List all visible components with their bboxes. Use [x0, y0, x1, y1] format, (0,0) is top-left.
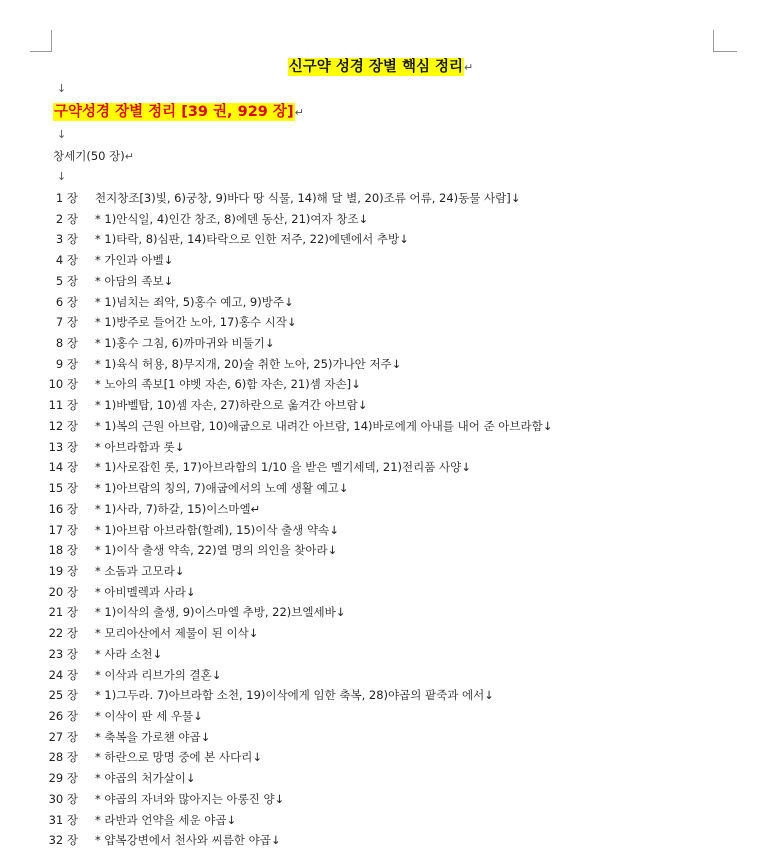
- chapter-summary: * 1)넘치는 죄악, 5)홍수 예고, 9)방주↓: [95, 294, 294, 309]
- document-title: [0, 55, 761, 76]
- line-break-mark: ↓: [57, 170, 67, 183]
- chapter-number: 13 장: [48, 439, 78, 454]
- crop-mark-top-left: [51, 30, 52, 52]
- chapter-row: [0, 832, 761, 853]
- chapter-number: 5 장: [55, 273, 78, 288]
- chapter-number: 16 장: [48, 501, 78, 516]
- chapter-summary: * 사라 소천↓: [95, 646, 163, 661]
- book-heading-text: 창세기(50 장): [53, 149, 125, 163]
- chapter-summary: * 1)복의 근원 아브람, 10)애굽으로 내려간 아브람, 14)바로에게 아내를 내어 준 아브라함↓: [95, 418, 553, 433]
- chapter-number: 26 장: [48, 708, 78, 723]
- chapter-summary: * 모리아산에서 제물이 된 이삭↓: [95, 626, 259, 641]
- chapter-summary: * 1)이삭의 출생, 9)이스마엘 추방, 22)브엘세바↓: [95, 605, 346, 620]
- chapter-row: [0, 604, 761, 625]
- chapter-summary: * 1)방주로 들어간 노아, 17)홍수 시작↓: [95, 315, 297, 330]
- chapter-number: 28 장: [48, 750, 78, 765]
- chapter-summary: * 1)이삭 출생 약속, 22)열 명의 의인을 찾아라↓: [95, 543, 338, 558]
- chapter-number: 17 장: [48, 522, 78, 537]
- chapter-summary: 천지창조[3)빛, 6)궁창, 9)바다 땅 식물, 14)해 달 별, 20)조류 어류, 24)동물 사람]↓: [95, 191, 521, 205]
- chapter-row: [0, 335, 761, 356]
- chapter-summary: * 하란으로 망명 중에 본 사다리↓: [95, 750, 262, 765]
- chapter-summary: * 소돔과 고모라↓: [95, 563, 185, 578]
- crop-mark-top-left: [30, 51, 52, 52]
- chapter-summary: * 야곱의 자녀와 많아지는 아롱진 양↓: [95, 791, 285, 806]
- chapter-number: 2 장: [55, 211, 78, 226]
- chapter-summary: * 아비멜렉과 사라↓: [95, 584, 196, 599]
- chapter-row: [0, 294, 761, 315]
- chapter-row: [0, 687, 761, 708]
- chapter-summary: * 1)아브람의 칭의, 7)애굽에서의 노예 생활 예고↓: [95, 481, 349, 496]
- chapter-number: 3 장: [55, 232, 78, 247]
- chapter-number: 31 장: [48, 812, 78, 827]
- chapter-summary: * 아담의 족보↓: [95, 273, 174, 288]
- chapter-summary: * 1)바벨탑, 10)셈 자손, 27)하란으로 옮겨간 아브람↓: [95, 398, 368, 413]
- chapter-row: [0, 356, 761, 377]
- chapter-row: [0, 563, 761, 584]
- chapter-number: 30 장: [48, 791, 78, 806]
- paragraph-mark: ↵: [294, 106, 304, 119]
- chapter-row: [0, 273, 761, 294]
- chapter-summary: * 1)사라, 7)하갈, 15)이스마엘↵: [95, 501, 261, 516]
- chapter-number: 7 장: [55, 315, 78, 330]
- crop-mark-top-right: [713, 30, 714, 52]
- chapter-row: [0, 252, 761, 273]
- section-heading: [53, 100, 304, 121]
- chapter-number: 6 장: [55, 294, 78, 309]
- chapter-number: 9 장: [55, 356, 78, 371]
- chapter-summary: * 이삭이 판 세 우물↓: [95, 708, 203, 723]
- chapter-number: 4 장: [55, 253, 78, 268]
- chapter-row: [0, 584, 761, 605]
- chapter-row: [0, 190, 761, 211]
- chapter-summary: * 가인과 아벨↓: [95, 253, 174, 268]
- chapter-row: [0, 439, 761, 460]
- chapter-row: [0, 376, 761, 397]
- section-heading-text: 구약성경 장별 정리 [39 권, 929 장]: [54, 104, 294, 120]
- chapter-row: [0, 231, 761, 252]
- chapter-row: [0, 459, 761, 480]
- chapter-number: 15 장: [48, 481, 78, 496]
- chapter-number: 14 장: [48, 460, 78, 475]
- chapter-row: [0, 397, 761, 418]
- chapter-row: [0, 729, 761, 750]
- book-heading: [53, 148, 134, 164]
- chapter-summary: * 1)홍수 그침, 6)까마귀와 비둘기↓: [95, 336, 275, 351]
- chapter-summary: * 1)육식 허용, 8)무지개, 20)술 취한 노아, 25)가나안 저주↓: [95, 356, 402, 371]
- chapter-row: [0, 542, 761, 563]
- chapter-number: 24 장: [48, 667, 78, 682]
- chapter-number: 10 장: [48, 377, 78, 392]
- chapter-row: [0, 522, 761, 543]
- chapter-row: [0, 646, 761, 667]
- crop-mark-top-right: [713, 51, 737, 52]
- chapter-row: [0, 211, 761, 232]
- chapter-row: [0, 480, 761, 501]
- chapter-summary: * 야곱의 처가살이↓: [95, 771, 196, 786]
- chapter-row: [0, 314, 761, 335]
- chapter-number: 12 장: [48, 418, 78, 433]
- chapter-summary: * 이삭과 리브가의 결혼↓: [95, 667, 222, 682]
- chapter-summary: * 라반과 언약을 세운 야곱↓: [95, 812, 237, 827]
- chapter-number: 1 장: [55, 191, 78, 205]
- chapter-number: 20 장: [48, 584, 78, 599]
- chapter-number: 21 장: [48, 605, 78, 620]
- chapter-number: 18 장: [48, 543, 78, 558]
- chapter-number: 23 장: [48, 646, 78, 661]
- chapter-row: [0, 667, 761, 688]
- chapter-number: 22 장: [48, 626, 78, 641]
- chapter-row: [0, 708, 761, 729]
- paragraph-mark: ↵: [464, 61, 474, 74]
- chapter-row: [0, 770, 761, 791]
- chapter-row: [0, 418, 761, 439]
- chapter-summary: * 얍복강변에서 천사와 씨름한 야곱↓: [95, 833, 281, 848]
- chapter-summary: * 1)안식일, 4)인간 창조, 8)에덴 동산, 21)여자 창조↓: [95, 211, 369, 226]
- document-title-text: 신구약 성경 장별 핵심 정리: [288, 59, 464, 75]
- chapter-summary: * 1)아브람 아브라함(할례), 15)이삭 출생 약속↓: [95, 522, 339, 537]
- chapter-number: 19 장: [48, 563, 78, 578]
- chapter-number: 29 장: [48, 771, 78, 786]
- chapter-row: [0, 749, 761, 770]
- line-break-mark: ↓: [57, 82, 67, 95]
- chapter-summary: * 노아의 족보[1 야벳 자손, 6)함 자손, 21)셈 자손]↓: [95, 377, 361, 392]
- chapter-summary: * 1)타락, 8)심판, 14)타락으로 인한 저주, 22)에덴에서 추방↓: [95, 232, 409, 247]
- chapter-list: [0, 190, 761, 853]
- line-break-mark: ↓: [57, 128, 67, 141]
- chapter-summary: * 축복을 가로챈 야곱↓: [95, 729, 211, 744]
- chapter-number: 27 장: [48, 729, 78, 744]
- chapter-row: [0, 501, 761, 522]
- chapter-summary: * 1)사로잡힌 롯, 17)아브라함의 1/10 을 받은 멜기세덱, 21)전리품 사양↓: [95, 460, 471, 475]
- chapter-number: 8 장: [55, 336, 78, 351]
- chapter-row: [0, 625, 761, 646]
- chapter-summary: * 아브라함과 롯↓: [95, 439, 185, 454]
- chapter-number: 11 장: [48, 398, 78, 413]
- paragraph-mark: ↵: [124, 150, 134, 163]
- chapter-summary: * 1)그두라. 7)아브라함 소천, 19)이삭에게 임한 축복, 28)야곱의 팥죽과 에서↓: [95, 688, 494, 703]
- chapter-row: [0, 812, 761, 833]
- chapter-number: 32 장: [48, 833, 78, 848]
- chapter-row: [0, 791, 761, 812]
- chapter-number: 25 장: [48, 688, 78, 703]
